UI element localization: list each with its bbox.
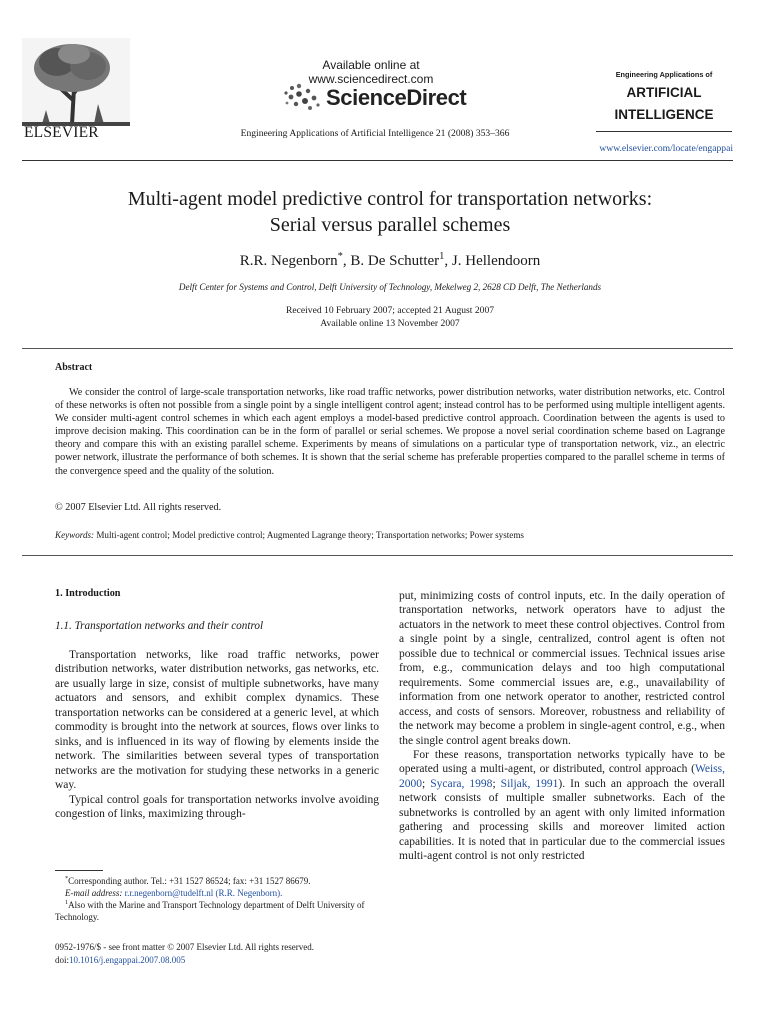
- journal-name-line2: INTELLIGENCE: [614, 107, 714, 122]
- ref-sep: ;: [492, 777, 501, 790]
- journal-citation: Engineering Applications of Artificial Intelligence 21 (2008) 353–366: [240, 128, 510, 139]
- title-line-2: Serial versus parallel schemes: [269, 214, 511, 236]
- keywords-label: Keywords:: [55, 530, 95, 540]
- subsection-heading: 1.1. Transportation networks and their control: [55, 620, 264, 632]
- reference-link[interactable]: Siljak, 1991: [500, 777, 559, 790]
- sciencedirect-logo[interactable]: [282, 80, 466, 116]
- masthead-rule: [596, 131, 732, 132]
- abstract-copyright: © 2007 Elsevier Ltd. All rights reserved.: [55, 502, 222, 513]
- journal-masthead: [596, 70, 732, 123]
- footnote-text: Also with the Marine and Transport Technology department of Delft University of Technology.: [55, 900, 365, 922]
- article-dates: [40, 304, 740, 330]
- author-list: [40, 253, 740, 270]
- author-1: R.R. Negenborn: [239, 253, 338, 269]
- footnote-text: Corresponding author. Tel.: +31 1527 86524; fax: +31 1527 86679.: [68, 876, 311, 886]
- abstract-top-rule: [22, 348, 733, 349]
- footnote-1: [55, 899, 385, 923]
- right-column: [399, 589, 725, 864]
- journal-name-small: Engineering Applications of: [615, 70, 713, 79]
- author-sep: ,: [342, 253, 351, 269]
- received-date: Received 10 February 2007; accepted 21 August 2007: [285, 305, 495, 316]
- front-matter: [55, 941, 385, 966]
- reference-link[interactable]: Sycara, 1998: [430, 777, 493, 790]
- author-2-mark[interactable]: 1: [439, 251, 445, 262]
- journal-url-link[interactable]: www.elsevier.com/locate/engappai: [599, 143, 733, 154]
- text-run: For these reasons, transportation networks typically have to be operated using a multi-agent, or distributed, control approach (: [399, 748, 725, 776]
- left-column: [55, 648, 379, 821]
- online-date: Available online 13 November 2007: [320, 318, 460, 329]
- text-run: ). In such an approach the overall network consists of multiple smaller subnetworks. Each of the subnetworks is controlled by an agent with only limited information gathering and processing skills and moreover limited action capabilities. It is noted that in particular due to the commercial issues multi-agent control is not only restricted: [399, 777, 725, 863]
- platform-name: ScienceDirect: [326, 85, 467, 110]
- footnote-rule: [55, 870, 103, 871]
- affiliation: Delft Center for Systems and Control, Delft University of Technology, Mekelweg 2, 2628 CD Delft, The Netherlands: [178, 282, 602, 292]
- footnote-mark: 1: [65, 899, 69, 906]
- keywords-list: Multi-agent control; Model predictive control; Augmented Lagrange theory; Transportation networks; Power systems: [94, 530, 524, 540]
- paragraph-with-refs: [399, 748, 725, 864]
- footnote-mark: *: [65, 875, 69, 882]
- available-online-link[interactable]: Available online at www.sciencedirect.com: [308, 58, 434, 86]
- abstract-body: [55, 386, 725, 478]
- sciencedirect-dots-icon: [282, 83, 322, 113]
- section-heading: 1. Introduction: [55, 588, 121, 599]
- doi-label: doi:: [55, 954, 70, 965]
- author-1-mark[interactable]: *: [337, 251, 343, 262]
- abstract-heading: Abstract: [55, 362, 93, 373]
- footnote-email: [55, 887, 385, 899]
- author-3: J. Hellendoorn: [451, 253, 541, 269]
- reference-link[interactable]: Weiss, 2000: [399, 763, 725, 790]
- issn-line: 0952-1976/$ - see front matter © 2007 Elsevier Ltd. All rights reserved.: [55, 942, 315, 952]
- doi-line: [55, 954, 385, 967]
- header-divider: [22, 160, 733, 161]
- email-label: E-mail address:: [65, 888, 123, 898]
- journal-name-line1: ARTIFICIAL: [626, 85, 702, 100]
- article-title: [40, 186, 740, 238]
- abstract-text: We consider the control of large-scale transportation networks, like road traffic networks, power distribution networks, water distribution networks, etc. Control of these networks is often not possible from a single point by a single intelligent control agent; instead control has to be performed using multiple intelligent agents. We consider multi-agent control schemes in which each agent employs a model-based predictive control approach. Coordination between the agents is used to improve decision making. This coordination can be in the form of parallel or serial schemes. We propose a novel serial coordination scheme based on Lagrange theory and compare this with an existing parallel scheme. Experiments by means of simulations on a particular type of transportation network, viz., an electric power network, illustrate the performance of both schemes. It is shown that the serial scheme has preferable properties compared to the parallel scheme in terms of the convergence speed and the quality of the solution.: [55, 387, 725, 477]
- email-link[interactable]: r.r.negenborn@tudelft.nl (R.R. Negenborn).: [122, 888, 283, 898]
- abstract-bottom-rule: [22, 555, 733, 556]
- doi-link[interactable]: 10.1016/j.engappai.2007.08.005: [69, 954, 186, 965]
- title-line-1: Multi-agent model predictive control for transportation networks:: [127, 188, 653, 210]
- author-sep: ,: [444, 253, 452, 269]
- ref-sep: ;: [422, 777, 431, 790]
- keywords: [55, 530, 725, 540]
- author-2: B. De Schutter: [350, 253, 440, 269]
- paragraph: put, minimizing costs of control inputs, etc. In the daily operation of transportation networks, network operators have to adjust the actuators in the network to meet these control objectives. Control from a single point by a single, centralized, control agent is often not possible due to technical or commercial issues. Technical issues arise from, e.g., communication delays and too high computational requirements. Some commercial issues are, e.g., unavailability of information from one network operator to another, restricted control access, and costs of sensors. Moreover, robustness and reliability of the network may become a problem in single-agent control, e.g., when the single control agent breaks down.: [399, 590, 725, 747]
- paragraph: Typical control goals for transportation networks involve avoiding congestion of links, maximizing through-: [55, 793, 379, 820]
- footnote-corresponding: [55, 875, 385, 887]
- footnotes: [55, 875, 385, 923]
- publisher-name: ELSEVIER: [24, 124, 99, 141]
- paragraph: Transportation networks, like road traffic networks, power distribution networks, water distribution networks, gas networks, etc. are usually large in size, consist of multiple subnetworks, have many actuators and sensors, and exhibit complex dynamics. These transportation networks can be considered at a generic level, at which commodity is brought into the network at sources, flows over links to sinks, and is influenced in its way of flowing by elements inside the network. The similarities between several types of transportation networks are the motivation for studying these networks in a generic way.: [55, 649, 379, 792]
